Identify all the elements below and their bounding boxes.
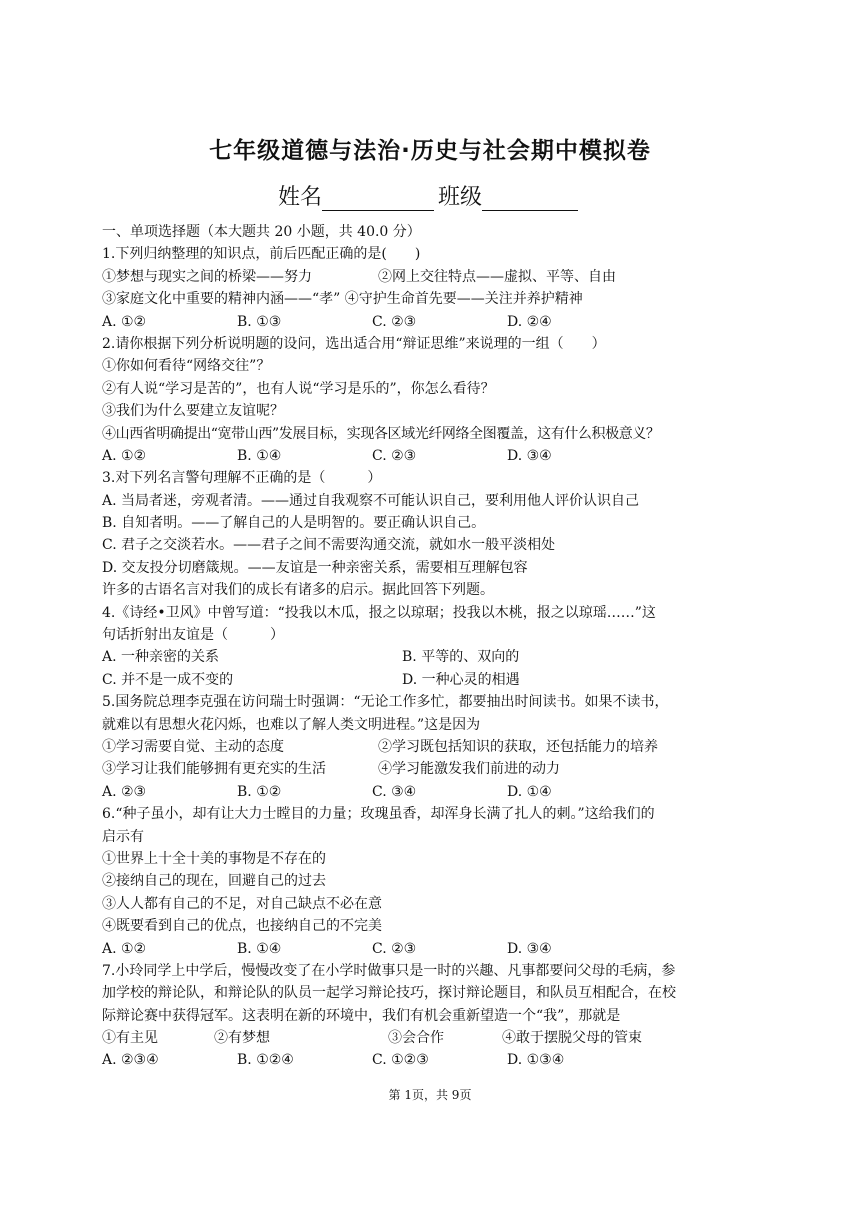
option-a[interactable]: A. ②③ [102,783,147,800]
question-5-statements-row2 [102,758,762,780]
statement: ④既要看到自己的优点，也接纳自己的不完美 [102,918,382,935]
statement: ②有人说“学习是苦的”，也有人说“学习是乐的”，你怎么看待？ [102,380,495,397]
option-c[interactable]: C. ②③ [372,313,417,330]
question-5-stem-cont: 就难以有思想火花闪烁，也难以了解人类文明进程。”这是因为 [102,716,481,733]
option-c[interactable]: C. ②③ [372,447,417,464]
statement: ④学习能激发我们前进的动力 [378,761,560,778]
option-c[interactable]: C. 并不是一成不变的 [102,671,234,688]
statement: ①学习需要自觉、主动的态度 [102,738,284,755]
statement: ①有主见 [102,1030,158,1047]
option-a[interactable]: A. ①② [102,313,147,330]
statement: ③人人都有自己的不足，对自己缺点不必在意 [102,895,382,912]
class-blank[interactable] [482,186,578,211]
question-1-statements-row2 [102,288,762,310]
question-6-stem-cont: 启示有 [102,828,144,845]
option-d[interactable]: D. ③④ [507,447,552,464]
option-b[interactable]: B. ①④ [237,940,282,957]
statement: ①你如何看待“网络交往”？ [102,358,271,375]
option-d[interactable]: D. ①④ [507,783,552,800]
question-6-stem: 6.“种子虽小，却有让大力士瞠目的力量；玫瑰虽香，却浑身长满了扎人的刺。”这给我们的 [102,806,655,823]
option-b[interactable]: B. ①② [237,783,282,800]
question-list [102,221,762,1072]
question-6-options [102,938,762,960]
statement: ①世界上十全十美的事物是不存在的 [102,850,326,867]
statement: ④山西省明确提出“宽带山西”发展目标，实现各区域光纤网络全图覆盖，这有什么积极意义？ [102,425,660,442]
option-b[interactable]: B. 平等的、双向的 [402,649,520,666]
statement: ②网上交往特点——虚拟、平等、自由 [378,268,616,285]
question-5-stem: 5.国务院总理李克强在访问瑞士时强调：“无论工作多忙，都要抽出时间读书。如果不读书， [102,694,669,711]
statement: ④敢于摆脱父母的管束 [502,1030,642,1047]
option-b[interactable]: B. ①③ [237,313,282,330]
option-a[interactable]: A. ②③④ [102,1052,159,1069]
option-c[interactable]: C. 君子之交淡若水。——君子之间不需要沟通交流，就如水一般平淡相处 [102,537,556,554]
statement: ②有梦想 [214,1030,270,1047]
section-heading: 一、单项选择题（本大题共 20 小题，共 40.0 分） [102,224,421,240]
name-blank[interactable] [322,186,434,211]
question-2-options [102,445,762,467]
statement: ②学习既包括知识的获取，还包括能力的培养 [378,738,658,755]
question-7-stem: 7.小玲同学上中学后，慢慢改变了在小学时做事只是一时的兴趣、凡事都要问父母的毛病，参 [102,962,676,979]
question-4-options-row1 [102,646,762,668]
option-a[interactable]: A. ①② [102,940,147,957]
page-number: 第 1页，共 9页 [388,1088,472,1102]
question-7-stem-cont: 加学校的辩论队，和辩论队的队员一起学习辩论技巧，探讨辩论题目，和队员互相配合，在校 [102,985,676,1002]
statement: ②接纳自己的现在，回避自己的过去 [102,873,326,890]
exam-title: 七年级道德与法治·历史与社会期中模拟卷 [209,138,651,164]
option-a[interactable]: A. 一种亲密的关系 [102,649,220,666]
name-label: 姓名 [277,185,322,210]
question-7-options [102,1049,762,1071]
option-c[interactable]: C. ③④ [372,783,417,800]
question-1-statements-row1 [102,266,762,288]
question-5-options [102,781,762,803]
statement: ①梦想与现实之间的桥梁——努力 [102,268,312,285]
class-label: 班级 [438,185,483,210]
statement: ③我们为什么要建立友谊呢？ [102,403,284,420]
option-a[interactable]: A. 当局者迷，旁观者清。——通过自我观察不可能认识自己，要利用他人评价认识自己 [102,492,640,509]
option-d[interactable]: D. ②④ [507,313,552,330]
option-b[interactable]: B. ①②④ [237,1052,294,1069]
statement: ③学习让我们能够拥有更充实的生活 [102,761,326,778]
option-d[interactable]: D. ③④ [507,940,552,957]
question-4-stem: 4.《诗经•卫风》中曾写道：“投我以木瓜，报之以琼琚；投我以木桃，报之以琼瑶……”这 [102,604,656,621]
group-intro: 许多的古语名言对我们的成长有诸多的启示。据此回答下列题。 [102,582,494,599]
statement: ③会合作 [388,1030,444,1047]
option-b[interactable]: B. ①④ [237,447,282,464]
question-7-stem-cont: 际辩论赛中获得冠军。这表明在新的环境中，我们有机会重新望造一个“我”，那就是 [102,1007,621,1024]
option-c[interactable]: C. ②③ [372,940,417,957]
question-3-stem: 3.对下列名言警句理解不正确的是（ ） [102,470,382,487]
option-c[interactable]: C. ①②③ [372,1052,429,1069]
option-a[interactable]: A. ①② [102,447,147,464]
statement: ③家庭文化中重要的精神内涵——“孝” [102,291,341,308]
question-4-options-row2 [102,669,762,691]
name-class-line [0,180,860,211]
question-5-statements-row1 [102,736,762,758]
question-7-statements [102,1027,762,1049]
question-1-stem: 1.下列归纳整理的知识点，前后匹配正确的是( ) [102,246,421,263]
option-d[interactable]: D. 一种心灵的相遇 [402,671,520,688]
question-2-stem: 2.请你根据下列分析说明题的设问，选出适合用“辩证思维”来说理的一组（ ） [102,335,606,352]
option-b[interactable]: B. 自知者明。——了解自己的人是明智的。要正确认识自己。 [102,515,486,532]
option-d[interactable]: D. 交友投分切磨箴规。——友谊是一种亲密关系，需要相互理解包容 [102,559,528,576]
option-d[interactable]: D. ①③④ [507,1052,565,1069]
question-1-options [102,311,762,333]
statement: ④守护生命首先要——关注并养护精神 [344,291,583,308]
question-4-stem-cont: 句话折射出友谊是（ ） [102,627,284,644]
